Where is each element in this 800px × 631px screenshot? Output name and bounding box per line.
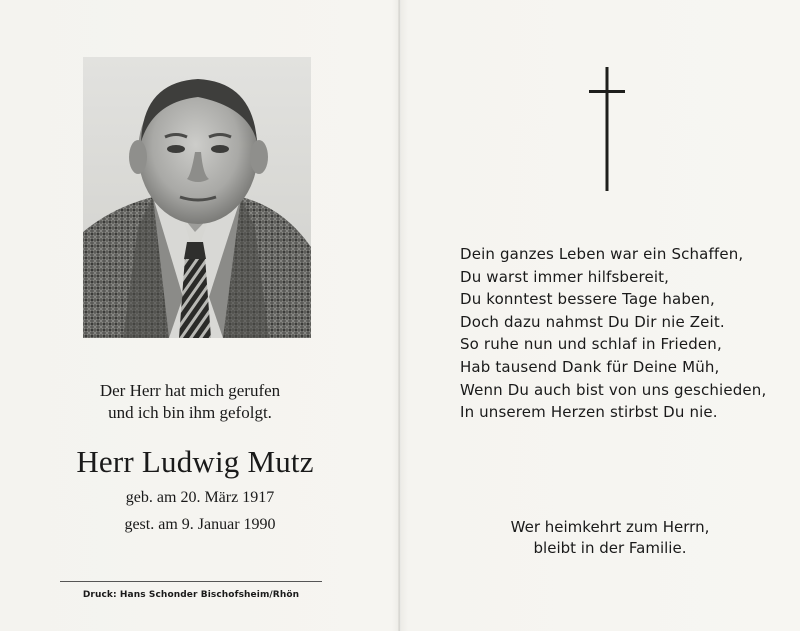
poem-line: Doch dazu nahmst Du Dir nie Zeit.: [460, 312, 725, 331]
poem-line: Wenn Du auch bist von uns geschieden,: [460, 380, 767, 399]
poem-line: Du warst immer hilfsbereit,: [460, 267, 670, 286]
poem-line: Hab tausend Dank für Deine Müh,: [460, 357, 720, 376]
printer-imprint: Druck: Hans Schonder Bischofsheim/Rhön: [82, 590, 300, 600]
card-fold: [398, 0, 401, 631]
quote-line-1: Der Herr hat mich gerufen: [99, 381, 281, 400]
portrait-photo: [83, 57, 311, 338]
birth-date: geb. am 20. März 1917: [125, 489, 275, 506]
poem-line: Dein ganzes Leben war ein Schaffen,: [460, 245, 744, 263]
death-date: gest. am 9. Januar 1990: [124, 516, 276, 533]
divider: [60, 581, 322, 582]
quote-line-2: und ich bin ihm gefolgt.: [108, 403, 272, 422]
deceased-name: Herr Ludwig Mutz: [76, 444, 314, 479]
poem-line: Du konntest bessere Tage haben,: [460, 290, 715, 309]
life-dates: [60, 487, 340, 536]
quote: [60, 380, 320, 424]
poem-line: So ruhe nun und schlaf in Frieden,: [460, 335, 722, 354]
poem-line: In unserem Herzen stirbst Du nie.: [460, 403, 718, 422]
cross-icon: [587, 67, 627, 191]
closing-verse: [470, 517, 750, 559]
closing-line-2: bleibt in der Familie.: [533, 539, 687, 557]
poem: [460, 243, 780, 424]
closing-line-1: Wer heimkehrt zum Herrn,: [510, 518, 710, 536]
